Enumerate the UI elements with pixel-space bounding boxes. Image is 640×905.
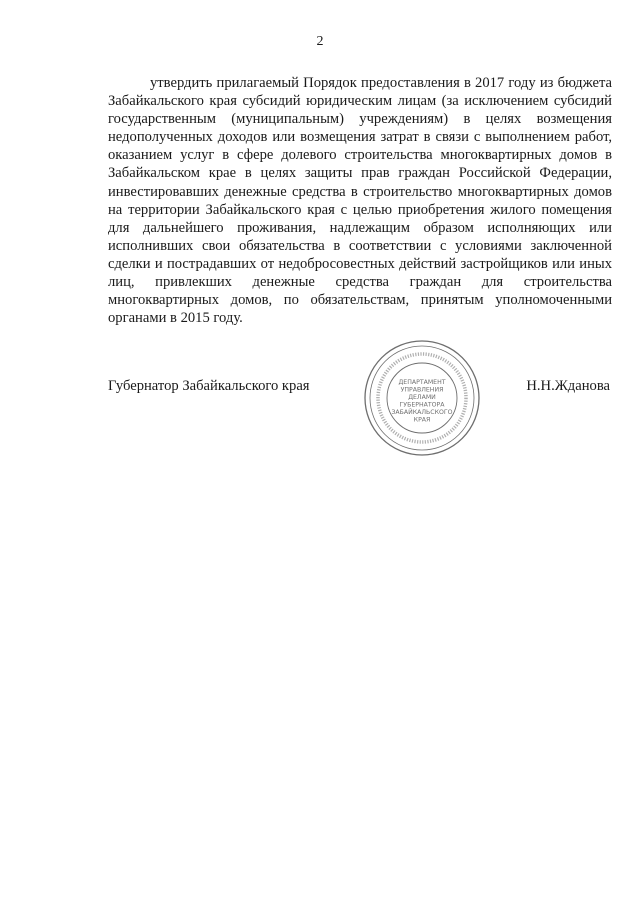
seal-text-line: КРАЯ: [413, 416, 431, 424]
signature-role: Губернатор Забайкальского края: [108, 378, 310, 394]
seal-text-line: ДЕЛАМИ: [408, 394, 436, 401]
seal-text-line: ГУБЕРНАТОРА: [399, 401, 445, 409]
signature-name: Н.Н.Жданова: [526, 378, 610, 394]
official-seal: [362, 338, 482, 458]
seal-text-line: ЗАБАЙКАЛЬСКОГО: [391, 409, 453, 416]
body-paragraph: утвердить прилагаемый Порядок предоставления в 2017 году из бюджета Забайкальского края субсидий юридическим лицам (за исключением субсидий государственным (муниципальным) учреждениям) в целях возмещения недополученных доходов или возмещения затрат в связи с выполнением работ, оказанием услуг в сфере долевого строительства многоквартирных домов в Забайкальском крае в целях защиты прав граждан Российской Федерации, инвестировавших денежные средства в строительство многоквартирных домов на территории Забайкальского края с целью приобретения жилого помещения для дальнейшего проживания, надлежащим образом исполняющих или исполнивших свои обязательства в соответствии с условиями заключенной сделки и пострадавших от недобросовестных действий застройщиков или иных лиц, привлекших денежные средства граждан для строительства многоквартирных домов, по обязательствам, принятым уполномоченными органами в 2015 году.: [108, 75, 612, 327]
seal-text-line: ДЕПАРТАМЕНТ: [398, 379, 446, 386]
seal-text-line: УПРАВЛЕНИЯ: [400, 386, 444, 394]
page-number: 2: [316, 34, 324, 49]
